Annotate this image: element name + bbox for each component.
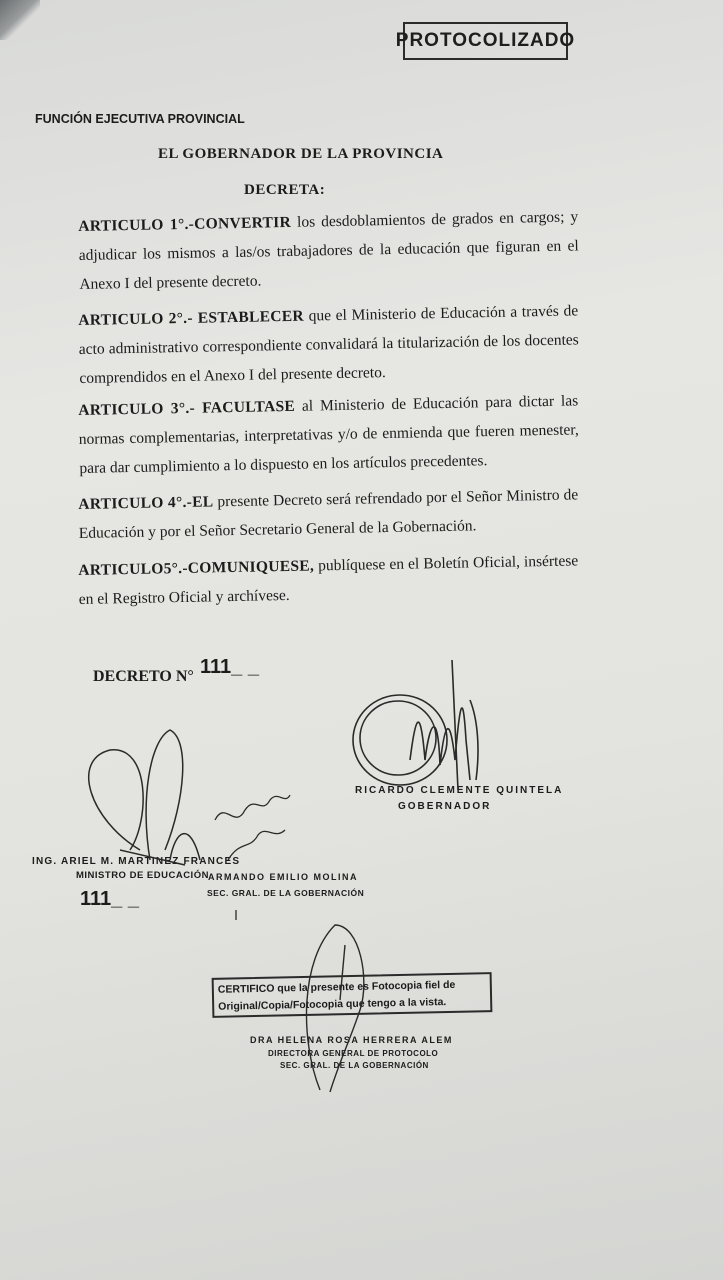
certifier-role-2: SEC. GRAL. DE LA GOBERNACIÓN: [280, 1061, 429, 1070]
secretary-name: ARMANDO EMILIO MOLINA: [208, 872, 358, 882]
minister-role: MINISTRO DE EDUCACIÓN: [76, 870, 209, 881]
secretary-signature-icon: [215, 795, 290, 920]
decree-word: DECRETA:: [244, 182, 326, 198]
article-heading: ARTICULO 3°.- FACULTASE: [78, 397, 296, 419]
article-heading: ARTICULO 2°.- ESTABLECER: [78, 307, 305, 329]
article-text: al Ministerio de Educación para dictar las normas complementarias, interpretativas y/o de enmienda que fueren menester, para dar cumplimiento a lo dispuesto en los artículos precedentes.: [78, 392, 579, 477]
institution-header: FUNCIÓN EJECUTIVA PROVINCIAL: [35, 112, 245, 126]
governor-name: RICARDO CLEMENTE QUINTELA: [355, 785, 564, 796]
article-text: publíquese en el Boletín Oficial, insértese en el Registro Oficial y archívese.: [78, 552, 579, 608]
certifier-role-1: DIRECTORA GENERAL DE PROTOCOLO: [268, 1049, 439, 1058]
article-text: presente Decreto será refrendado por el Señor Ministro de Educación y por el Señor Secretario General de la Gobernación.: [78, 486, 579, 542]
certification-line-2: Original/Copia/Fotocopia que tengo a la vista.: [218, 996, 447, 1013]
article-heading: ARTICULO 1°.-CONVERTIR: [78, 213, 292, 235]
article-text: los desdoblamientos de grados en cargos; y adjudicar los mismos a las/os trabajadores de la educación que figuran en el Anexo I del presente decreto.: [78, 208, 579, 293]
article-heading: ARTICULO5°.-COMUNIQUESE,: [78, 557, 315, 579]
certifier-name: DRA HELENA ROSA HERRERA ALEM: [250, 1035, 453, 1045]
article-heading: ARTICULO 4°.-EL: [78, 493, 214, 513]
decree-number-label: DECRETO N°: [93, 668, 194, 685]
certifier-signature-icon: [306, 925, 363, 1092]
minister-decree-number: 111_ _: [80, 888, 139, 910]
governor-role: GOBERNADOR: [398, 801, 492, 812]
decree-number: 111_ _: [200, 656, 259, 678]
certification-line-1: CERTIFICO que la presente es Fotocopia fiel de: [217, 978, 456, 996]
secretary-role: SEC. GRAL. DE LA GOBERNACIÓN: [207, 888, 365, 898]
governor-signature-icon: [353, 660, 478, 790]
minister-signature-icon: [89, 730, 200, 865]
authority-title: EL GOBERNADOR DE LA PROVINCIA: [158, 146, 444, 162]
minister-name: ING. ARIEL M. MARTINEZ FRANCES: [32, 856, 241, 867]
protocolizado-label: PROTOCOLIZADO: [395, 30, 576, 51]
article-text: que el Ministerio de Educación a través de acto administrativo correspondiente convalidará la titularización de los docentes comprendidos en el Anexo I del presente decreto.: [78, 302, 579, 387]
